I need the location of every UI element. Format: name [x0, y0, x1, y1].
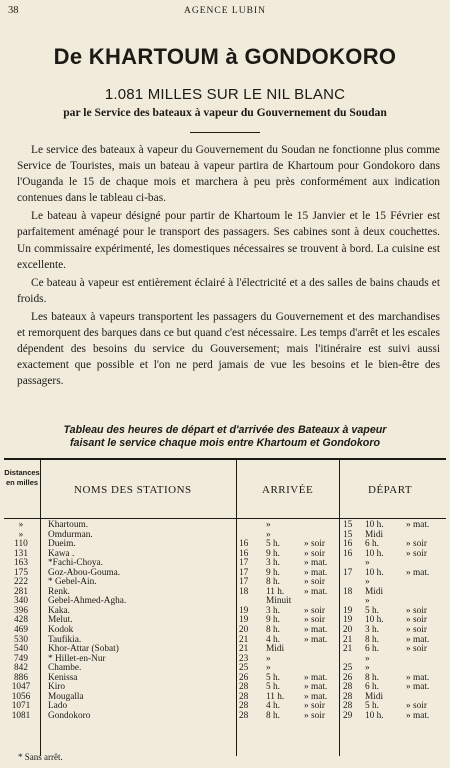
- arrival-hour: Minuit: [266, 596, 292, 607]
- arrival-day: 23: [239, 653, 249, 664]
- departure-day: 16: [343, 539, 353, 550]
- distance-cell: 110: [14, 539, 28, 550]
- departure-hour: 10 h.: [365, 567, 384, 578]
- departure-day: 19: [343, 615, 353, 626]
- departure-period: » soir: [406, 701, 427, 712]
- distance-cell: 222: [14, 577, 28, 588]
- departure-period: » soir: [406, 644, 427, 655]
- arrival-hour: 8 h.: [266, 710, 280, 721]
- arrival-hour: Midi: [266, 644, 285, 655]
- station-name: Kawa .: [48, 548, 75, 559]
- arrival-day: 16: [239, 539, 249, 550]
- arrival-day: 26: [239, 672, 249, 683]
- arrival-hour: »: [266, 529, 271, 540]
- table-row: [0, 712, 450, 722]
- arrival-hour: 3 h.: [266, 558, 280, 569]
- table-caption-line: Tableau des heures de départ et d'arrivée des Bateaux à vapeur: [63, 424, 387, 436]
- departure-day: 16: [343, 548, 353, 559]
- station-name: Gebel-Ahmed-Agha.: [48, 596, 127, 607]
- arrival-hour: 5 h.: [266, 682, 280, 693]
- arrival-period: » mat.: [304, 567, 328, 578]
- arrival-day: 17: [239, 558, 249, 569]
- paragraph: Le bateau à vapeur désigné pour partir de Khartoum le 15 Janvier et le 15 Février est parfaitement aménagé pour le transport des passagers. Ses cabines sont à deux couchettes. Un commissaire expérimenté, les domestiques nécessaires se trouvent à bord. La cuisine est excellente.: [17, 210, 440, 271]
- station-name: Goz-Abou-Gouma.: [48, 567, 121, 578]
- station-name: Omdurman.: [48, 529, 93, 540]
- arrival-hour: 9 h.: [266, 615, 280, 626]
- departure-hour: »: [365, 596, 370, 607]
- departure-hour: 3 h.: [365, 625, 379, 636]
- departure-day: 28: [343, 691, 353, 702]
- arrival-day: 16: [239, 548, 249, 559]
- title-divider: [190, 132, 260, 133]
- station-name: Chambe.: [48, 663, 82, 674]
- distance-cell: 749: [14, 653, 28, 664]
- paragraph: Les bateaux à vapeurs transportent les passagers du Gouvernement et des marchandises et remorquent des barques dans ce but quand c'est nécessaire. Les temps d'arrêt et les escales dépendent des besoins du service du Gouversement; mais l'itinéraire est suivi aussi exactement que possible et l'on ne perd jamais de vue les besoins et le bien-être des passagers.: [17, 310, 440, 388]
- departure-hour: Midi: [365, 691, 384, 702]
- departure-day: 20: [343, 625, 353, 636]
- departure-hour: 6 h.: [365, 644, 379, 655]
- distance-cell: 886: [14, 672, 28, 683]
- departure-day: 15: [343, 529, 353, 540]
- distance-cell: 1056: [11, 691, 31, 702]
- departure-period: » mat.: [406, 672, 430, 683]
- table-row: [0, 674, 450, 684]
- station-name: Taufikia.: [48, 634, 82, 645]
- page-number: 38: [8, 5, 19, 16]
- paragraph: Ce bateau à vapeur est entièrement éclairé à l'électricité et a des salles de bains chauds et froids.: [17, 276, 440, 305]
- distance-cell: »: [18, 520, 24, 530]
- arrival-period: » mat.: [304, 672, 328, 683]
- table-caption: [0, 424, 450, 450]
- station-name: * Hillet-en-Nur: [48, 653, 106, 664]
- departure-period: » soir: [406, 605, 427, 616]
- arrival-hour: 11 h.: [266, 691, 285, 702]
- departure-period: » mat.: [406, 567, 430, 578]
- distance-cell: 530: [14, 634, 28, 645]
- arrival-period: » mat.: [304, 625, 328, 636]
- subtitle: 1.081 MILLES SUR LE NIL BLANC: [104, 86, 346, 103]
- arrival-day: 28: [239, 710, 249, 721]
- departure-hour: Midi: [365, 529, 384, 540]
- station-name: Melut.: [48, 615, 73, 626]
- arrival-day: 17: [239, 567, 249, 578]
- arrival-day: 17: [239, 577, 249, 588]
- arrival-period: » soir: [304, 701, 325, 712]
- arrival-day: 19: [239, 615, 249, 626]
- distance-cell: 540: [14, 644, 28, 655]
- distance-cell: 1071: [11, 701, 31, 712]
- arrival-day: 21: [239, 644, 249, 655]
- departure-period: » mat.: [406, 710, 430, 721]
- departure-hour: »: [365, 558, 370, 569]
- station-name: Kaka.: [48, 605, 70, 616]
- departure-period: » soir: [406, 539, 427, 550]
- paragraph: Le service des bateaux à vapeur du Gouvernement du Soudan ne fonctionne plus comme Service de Touristes, mais un bateau à vapeur partira de Khartoum pour Gondokoro dans l'Ouganda le 15 de chaque mois et marchera à peu près conformément aux indication contenues dans le tableau ci-bas.: [17, 144, 440, 205]
- station-name: Mougalla: [48, 691, 84, 702]
- departure-day: 29: [343, 710, 353, 721]
- arrival-hour: 4 h.: [266, 634, 280, 645]
- departure-day: 28: [343, 682, 353, 693]
- departure-period: » soir: [406, 625, 427, 636]
- departure-day: 28: [343, 701, 353, 712]
- arrival-day: 25: [239, 663, 249, 674]
- distance-cell: 131: [14, 548, 28, 559]
- distance-cell: 340: [14, 596, 28, 607]
- departure-hour: »: [365, 663, 370, 674]
- arrival-period: » mat.: [304, 691, 328, 702]
- running-header: [8, 5, 442, 19]
- timetable-rows: [0, 521, 450, 721]
- arrival-hour: 8 h.: [266, 625, 280, 636]
- distance-cell: 1081: [11, 710, 31, 721]
- departure-hour: Midi: [365, 586, 384, 597]
- station-name: Lado: [48, 701, 68, 712]
- distance-cell: 842: [14, 663, 28, 674]
- table-row: [0, 693, 450, 703]
- station-name: Kodok: [48, 625, 74, 636]
- station-name: Dueim.: [48, 539, 76, 550]
- station-name: Gondokoro: [48, 710, 91, 721]
- departure-day: 15: [343, 520, 353, 530]
- distance-cell: »: [18, 529, 24, 540]
- departure-period: » mat.: [406, 682, 430, 693]
- arrival-day: 19: [239, 605, 249, 616]
- main-title: De KHARTOUM à GONDOKORO: [53, 44, 397, 69]
- departure-day: 19: [343, 605, 353, 616]
- arrival-period: » soir: [304, 615, 325, 626]
- departure-hour: 10 h.: [365, 710, 384, 721]
- arrival-day: 28: [239, 701, 249, 712]
- header-distances: Distances en milles: [4, 468, 40, 487]
- arrival-period: » mat.: [304, 558, 328, 569]
- header-rule: [4, 518, 446, 519]
- departure-period: » mat.: [406, 634, 430, 645]
- distance-cell: 281: [14, 586, 28, 597]
- arrival-day: 20: [239, 625, 249, 636]
- station-name: Kenissa: [48, 672, 78, 683]
- arrival-hour: »: [266, 653, 271, 664]
- arrival-day: 28: [239, 682, 249, 693]
- departure-hour: 10 h.: [365, 548, 384, 559]
- arrival-hour: 9 h.: [266, 567, 280, 578]
- station-name: Kiro: [48, 682, 66, 693]
- departure-hour: 10 h.: [365, 520, 384, 530]
- departure-hour: 8 h.: [365, 634, 379, 645]
- departure-hour: 5 h.: [365, 605, 379, 616]
- arrival-hour: 8 h.: [266, 577, 280, 588]
- arrival-period: » soir: [304, 710, 325, 721]
- arrival-period: » soir: [304, 548, 325, 559]
- departure-hour: »: [365, 577, 370, 588]
- arrival-hour: »: [266, 663, 271, 674]
- departure-day: 21: [343, 644, 353, 655]
- departure-period: » mat.: [406, 520, 430, 530]
- arrival-period: » mat.: [304, 682, 328, 693]
- departure-day: 18: [343, 586, 353, 597]
- departure-hour: 6 h.: [365, 539, 379, 550]
- station-name: * Gebel-Ain.: [48, 577, 97, 588]
- departure-period: » soir: [406, 548, 427, 559]
- departure-hour: 5 h.: [365, 701, 379, 712]
- arrival-period: » soir: [304, 577, 325, 588]
- departure-hour: »: [365, 653, 370, 664]
- arrival-hour: 4 h.: [266, 701, 280, 712]
- station-name: *Fachi-Choya.: [48, 558, 103, 569]
- departure-hour: 10 h.: [365, 615, 384, 626]
- arrival-hour: 11 h.: [266, 586, 285, 597]
- header-depart: DÉPART: [368, 484, 413, 496]
- header-stations: NOMS DES STATIONS: [74, 484, 192, 496]
- departure-hour: 6 h.: [365, 682, 379, 693]
- arrival-period: » mat.: [304, 586, 328, 597]
- footnote: * Sans arrêt.: [18, 752, 63, 762]
- arrival-hour: 5 h.: [266, 539, 280, 550]
- distance-cell: 428: [14, 615, 28, 626]
- arrival-hour: 9 h.: [266, 548, 280, 559]
- running-title: AGENCE LUBIN: [184, 6, 266, 16]
- arrival-period: » mat.: [304, 634, 328, 645]
- station-name: Khor-Attar (Sobat): [48, 644, 119, 655]
- distance-cell: 1047: [11, 682, 31, 693]
- station-name: Renk.: [48, 586, 70, 597]
- distance-cell: 175: [14, 567, 28, 578]
- departure-period: » soir: [406, 615, 427, 626]
- arrival-day: 28: [239, 691, 249, 702]
- arrival-hour: 5 h.: [266, 672, 280, 683]
- table-top-rule: [4, 458, 446, 460]
- arrival-period: » soir: [304, 539, 325, 550]
- departure-hour: 8 h.: [365, 672, 379, 683]
- station-name: Khartoum.: [48, 520, 89, 530]
- departure-day: 25: [343, 663, 353, 674]
- table-caption-line: faisant le service chaque mois entre Khartoum et Gondokoro: [69, 437, 381, 449]
- byline: par le Service des bateaux à vapeur du Gouvernement du Soudan: [63, 106, 387, 119]
- distance-cell: 469: [14, 625, 28, 636]
- distance-cell: 396: [14, 605, 28, 616]
- departure-day: 17: [343, 567, 353, 578]
- arrival-hour: »: [266, 520, 271, 530]
- arrival-hour: 3 h.: [266, 605, 280, 616]
- header-arrivee: ARRIVÉE: [262, 484, 314, 496]
- arrival-day: 21: [239, 634, 249, 645]
- departure-day: 21: [343, 634, 353, 645]
- arrival-day: 18: [239, 586, 249, 597]
- departure-day: 26: [343, 672, 353, 683]
- body-text: [17, 142, 440, 391]
- distance-cell: 163: [14, 558, 28, 569]
- arrival-period: » soir: [304, 605, 325, 616]
